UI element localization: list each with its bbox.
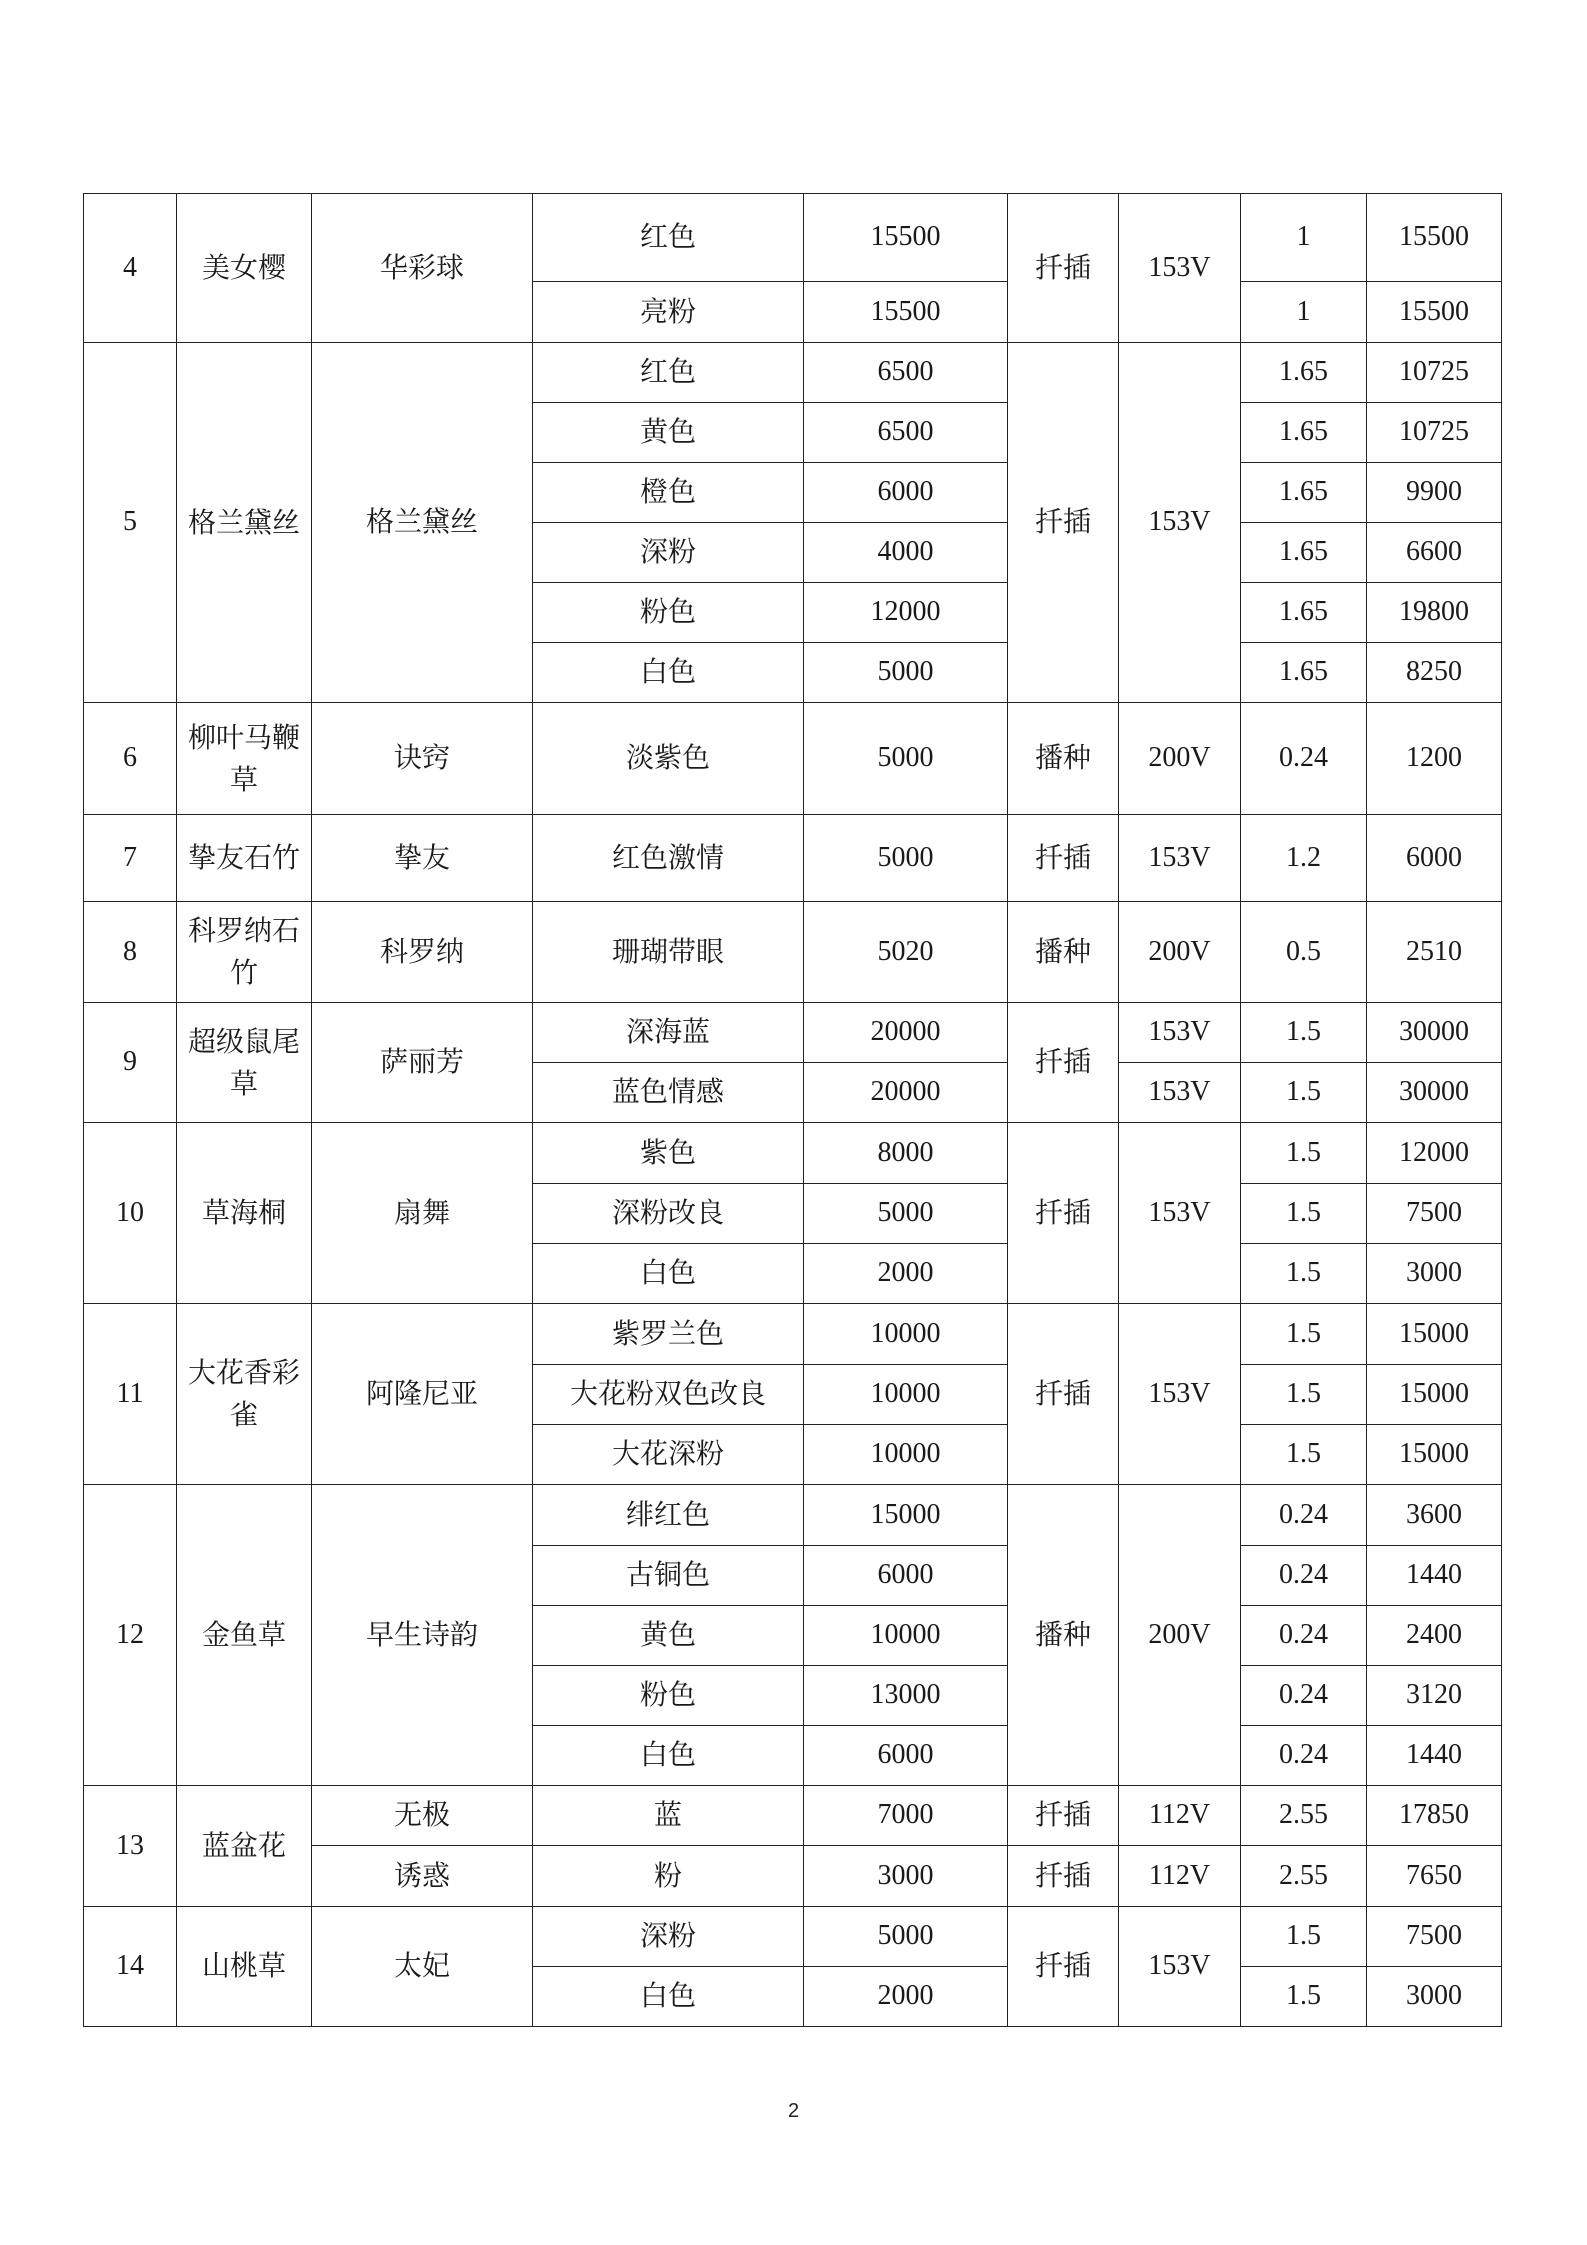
row-number: 7 xyxy=(84,815,177,902)
color-cell: 亮粉 xyxy=(533,282,804,343)
spec-cell: 153V xyxy=(1119,815,1241,902)
total-cell: 7500 xyxy=(1367,1907,1502,1967)
color-cell: 白色 xyxy=(533,1244,804,1304)
quantity-cell: 5000 xyxy=(804,1907,1008,1967)
color-cell: 蓝色情感 xyxy=(533,1063,804,1123)
series-name: 太妃 xyxy=(312,1907,533,2027)
series-name: 萨丽芳 xyxy=(312,1003,533,1123)
series-name: 无极 xyxy=(312,1786,533,1846)
unit-price-cell: 0.24 xyxy=(1241,1546,1367,1606)
color-cell: 大花粉双色改良 xyxy=(533,1365,804,1425)
color-cell: 红色激情 xyxy=(533,815,804,902)
unit-price-cell: 1.2 xyxy=(1241,815,1367,902)
quantity-cell: 13000 xyxy=(804,1666,1008,1726)
total-cell: 15500 xyxy=(1367,282,1502,343)
spec-cell: 112V xyxy=(1119,1846,1241,1907)
unit-price-cell: 1.5 xyxy=(1241,1244,1367,1304)
quantity-cell: 2000 xyxy=(804,1967,1008,2027)
propagation-method: 扦插 xyxy=(1008,1786,1119,1846)
quantity-cell: 8000 xyxy=(804,1123,1008,1184)
row-number: 13 xyxy=(84,1786,177,1907)
unit-price-cell: 1.65 xyxy=(1241,523,1367,583)
total-cell: 2510 xyxy=(1367,902,1502,1003)
color-cell: 白色 xyxy=(533,1726,804,1786)
color-cell: 深粉改良 xyxy=(533,1184,804,1244)
variety-name: 山桃草 xyxy=(177,1907,312,2027)
color-cell: 深海蓝 xyxy=(533,1003,804,1063)
total-cell: 15500 xyxy=(1367,194,1502,282)
unit-price-cell: 2.55 xyxy=(1241,1846,1367,1907)
unit-price-cell: 0.24 xyxy=(1241,1666,1367,1726)
unit-price-cell: 1.5 xyxy=(1241,1967,1367,2027)
propagation-method: 扦插 xyxy=(1008,343,1119,703)
total-cell: 3600 xyxy=(1367,1485,1502,1546)
spec-cell: 153V xyxy=(1119,1003,1241,1063)
quantity-cell: 7000 xyxy=(804,1786,1008,1846)
series-name: 诀窍 xyxy=(312,703,533,815)
color-cell: 紫罗兰色 xyxy=(533,1304,804,1365)
total-cell: 15000 xyxy=(1367,1425,1502,1485)
color-cell: 粉 xyxy=(533,1846,804,1907)
quantity-cell: 12000 xyxy=(804,583,1008,643)
total-cell: 9900 xyxy=(1367,463,1502,523)
color-cell: 深粉 xyxy=(533,523,804,583)
color-cell: 蓝 xyxy=(533,1786,804,1846)
quantity-cell: 5000 xyxy=(804,703,1008,815)
quantity-cell: 5020 xyxy=(804,902,1008,1003)
unit-price-cell: 0.5 xyxy=(1241,902,1367,1003)
total-cell: 15000 xyxy=(1367,1365,1502,1425)
unit-price-cell: 0.24 xyxy=(1241,1726,1367,1786)
spec-cell: 200V xyxy=(1119,1485,1241,1786)
unit-price-cell: 1.65 xyxy=(1241,643,1367,703)
total-cell: 3000 xyxy=(1367,1967,1502,2027)
quantity-cell: 5000 xyxy=(804,815,1008,902)
unit-price-cell: 1.65 xyxy=(1241,403,1367,463)
table-row xyxy=(84,194,1502,282)
color-cell: 绯红色 xyxy=(533,1485,804,1546)
unit-price-cell: 1 xyxy=(1241,282,1367,343)
spec-cell: 153V xyxy=(1119,1304,1241,1485)
color-cell: 淡紫色 xyxy=(533,703,804,815)
total-cell: 8250 xyxy=(1367,643,1502,703)
quantity-cell: 6500 xyxy=(804,343,1008,403)
propagation-method: 扦插 xyxy=(1008,1846,1119,1907)
seed-order-table xyxy=(83,193,1502,2027)
table-row xyxy=(84,1786,1502,1846)
spec-cell: 153V xyxy=(1119,1123,1241,1304)
variety-name: 大花香彩雀 xyxy=(177,1304,312,1485)
total-cell: 3000 xyxy=(1367,1244,1502,1304)
color-cell: 大花深粉 xyxy=(533,1425,804,1485)
variety-name: 蓝盆花 xyxy=(177,1786,312,1907)
propagation-method: 播种 xyxy=(1008,1485,1119,1786)
table-row xyxy=(84,1003,1502,1063)
row-number: 9 xyxy=(84,1003,177,1123)
total-cell: 6000 xyxy=(1367,815,1502,902)
color-cell: 珊瑚带眼 xyxy=(533,902,804,1003)
total-cell: 30000 xyxy=(1367,1063,1502,1123)
propagation-method: 扦插 xyxy=(1008,194,1119,343)
total-cell: 10725 xyxy=(1367,403,1502,463)
quantity-cell: 3000 xyxy=(804,1846,1008,1907)
total-cell: 2400 xyxy=(1367,1606,1502,1666)
spec-cell: 200V xyxy=(1119,703,1241,815)
variety-name: 格兰黛丝 xyxy=(177,343,312,703)
unit-price-cell: 1.5 xyxy=(1241,1365,1367,1425)
total-cell: 7500 xyxy=(1367,1184,1502,1244)
variety-name: 挚友石竹 xyxy=(177,815,312,902)
variety-name: 草海桐 xyxy=(177,1123,312,1304)
series-name: 诱惑 xyxy=(312,1846,533,1907)
series-name: 挚友 xyxy=(312,815,533,902)
color-cell: 粉色 xyxy=(533,1666,804,1726)
color-cell: 黄色 xyxy=(533,403,804,463)
page-number: 2 xyxy=(787,2100,800,2122)
quantity-cell: 10000 xyxy=(804,1425,1008,1485)
propagation-method: 扦插 xyxy=(1008,1304,1119,1485)
row-number: 11 xyxy=(84,1304,177,1485)
quantity-cell: 5000 xyxy=(804,643,1008,703)
color-cell: 红色 xyxy=(533,343,804,403)
table-row xyxy=(84,703,1502,815)
color-cell: 古铜色 xyxy=(533,1546,804,1606)
variety-name: 超级鼠尾草 xyxy=(177,1003,312,1123)
series-name: 科罗纳 xyxy=(312,902,533,1003)
unit-price-cell: 1.65 xyxy=(1241,343,1367,403)
row-number: 10 xyxy=(84,1123,177,1304)
spec-cell: 200V xyxy=(1119,902,1241,1003)
unit-price-cell: 1.65 xyxy=(1241,463,1367,523)
propagation-method: 播种 xyxy=(1008,902,1119,1003)
table-row xyxy=(84,815,1502,902)
quantity-cell: 20000 xyxy=(804,1003,1008,1063)
total-cell: 12000 xyxy=(1367,1123,1502,1184)
color-cell: 黄色 xyxy=(533,1606,804,1666)
unit-price-cell: 2.55 xyxy=(1241,1786,1367,1846)
series-name: 扇舞 xyxy=(312,1123,533,1304)
unit-price-cell: 1.5 xyxy=(1241,1184,1367,1244)
spec-cell: 112V xyxy=(1119,1786,1241,1846)
total-cell: 1200 xyxy=(1367,703,1502,815)
quantity-cell: 4000 xyxy=(804,523,1008,583)
color-cell: 紫色 xyxy=(533,1123,804,1184)
unit-price-cell: 1.5 xyxy=(1241,1304,1367,1365)
table-row xyxy=(84,1907,1502,1967)
propagation-method: 扦插 xyxy=(1008,1907,1119,2027)
spec-cell: 153V xyxy=(1119,1063,1241,1123)
variety-name: 科罗纳石竹 xyxy=(177,902,312,1003)
propagation-method: 播种 xyxy=(1008,703,1119,815)
row-number: 5 xyxy=(84,343,177,703)
quantity-cell: 10000 xyxy=(804,1365,1008,1425)
quantity-cell: 6000 xyxy=(804,1726,1008,1786)
total-cell: 15000 xyxy=(1367,1304,1502,1365)
total-cell: 1440 xyxy=(1367,1726,1502,1786)
row-number: 12 xyxy=(84,1485,177,1786)
variety-name: 金鱼草 xyxy=(177,1485,312,1786)
row-number: 4 xyxy=(84,194,177,343)
unit-price-cell: 0.24 xyxy=(1241,1606,1367,1666)
unit-price-cell: 1.5 xyxy=(1241,1907,1367,1967)
series-name: 早生诗韵 xyxy=(312,1485,533,1786)
quantity-cell: 6000 xyxy=(804,1546,1008,1606)
quantity-cell: 5000 xyxy=(804,1184,1008,1244)
quantity-cell: 10000 xyxy=(804,1304,1008,1365)
unit-price-cell: 1.5 xyxy=(1241,1063,1367,1123)
row-number: 14 xyxy=(84,1907,177,2027)
series-name: 格兰黛丝 xyxy=(312,343,533,703)
color-cell: 红色 xyxy=(533,194,804,282)
quantity-cell: 15500 xyxy=(804,282,1008,343)
color-cell: 橙色 xyxy=(533,463,804,523)
color-cell: 白色 xyxy=(533,643,804,703)
total-cell: 17850 xyxy=(1367,1786,1502,1846)
table-row xyxy=(84,1123,1502,1184)
series-name: 华彩球 xyxy=(312,194,533,343)
total-cell: 3120 xyxy=(1367,1666,1502,1726)
quantity-cell: 15500 xyxy=(804,194,1008,282)
total-cell: 1440 xyxy=(1367,1546,1502,1606)
table-row xyxy=(84,902,1502,1003)
table-row xyxy=(84,1485,1502,1546)
table-row xyxy=(84,343,1502,403)
unit-price-cell: 1.5 xyxy=(1241,1425,1367,1485)
unit-price-cell: 0.24 xyxy=(1241,1485,1367,1546)
propagation-method: 扦插 xyxy=(1008,1003,1119,1123)
quantity-cell: 15000 xyxy=(804,1485,1008,1546)
unit-price-cell: 1 xyxy=(1241,194,1367,282)
spec-cell: 153V xyxy=(1119,194,1241,343)
variety-name: 美女樱 xyxy=(177,194,312,343)
quantity-cell: 20000 xyxy=(804,1063,1008,1123)
table-row xyxy=(84,1304,1502,1365)
quantity-cell: 6500 xyxy=(804,403,1008,463)
unit-price-cell: 1.65 xyxy=(1241,583,1367,643)
color-cell: 白色 xyxy=(533,1967,804,2027)
unit-price-cell: 1.5 xyxy=(1241,1123,1367,1184)
total-cell: 6600 xyxy=(1367,523,1502,583)
total-cell: 10725 xyxy=(1367,343,1502,403)
total-cell: 7650 xyxy=(1367,1846,1502,1907)
total-cell: 30000 xyxy=(1367,1003,1502,1063)
spec-cell: 153V xyxy=(1119,1907,1241,2027)
total-cell: 19800 xyxy=(1367,583,1502,643)
variety-name: 柳叶马鞭草 xyxy=(177,703,312,815)
quantity-cell: 2000 xyxy=(804,1244,1008,1304)
row-number: 8 xyxy=(84,902,177,1003)
row-number: 6 xyxy=(84,703,177,815)
quantity-cell: 10000 xyxy=(804,1606,1008,1666)
unit-price-cell: 0.24 xyxy=(1241,703,1367,815)
quantity-cell: 6000 xyxy=(804,463,1008,523)
color-cell: 深粉 xyxy=(533,1907,804,1967)
spec-cell: 153V xyxy=(1119,343,1241,703)
propagation-method: 扦插 xyxy=(1008,1123,1119,1304)
color-cell: 粉色 xyxy=(533,583,804,643)
propagation-method: 扦插 xyxy=(1008,815,1119,902)
unit-price-cell: 1.5 xyxy=(1241,1003,1367,1063)
series-name: 阿隆尼亚 xyxy=(312,1304,533,1485)
